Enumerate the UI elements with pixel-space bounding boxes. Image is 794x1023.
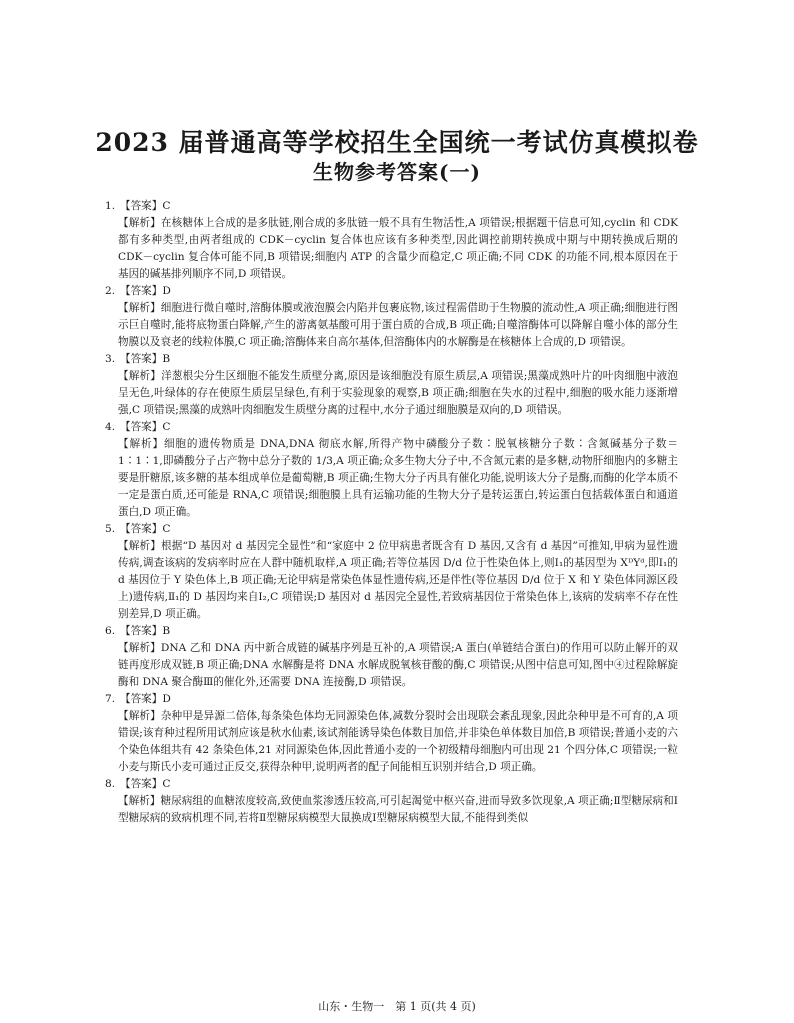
answer-head (105, 521, 678, 538)
answer-head (105, 776, 678, 793)
analysis-text: 【解析】根据“D 基因对 d 基因完全显性”和“家庭中 2 位甲病患者既含有 D 基因,又含有 d 基因”可推知,甲病为显性遗传病,调查该病的发病率时应在人群中随机取样,A 项正确;若等位基因 D/d 位于性染色体上,则Ⅰ₁的基因型为 XᴰYᵈ,即Ⅰ₁的 d 基因位于 Y 染色体上,B 项正确;无论甲病是常染色体显性遗传病,还是伴性(等位基因 D/d 位于 X 和 Y 染色体同源区段上)遗传病,Ⅱ₁的 D 基因均来自Ⅰ₂,C 项错误;D 基因对 d 基因完全显性,若致病基因位于常染色体上,该病的发病率不存在性别差异,D 项正确。 (118, 540, 678, 620)
page-footer: 山东・生物一 第 1 页(共 4 页) (318, 1000, 476, 1013)
question-number: 5. (105, 523, 116, 535)
answer-item-4 (105, 419, 678, 521)
analysis-text: 【解析】细胞的遗传物质是 DNA,DNA 彻底水解,所得产物中磷酸分子数∶脱氧核糖分子数∶含氮碱基分子数＝1∶1∶1,即磷酸分子占产物中总分子数的 1/3,A 项正确;众多生物大分子中,不含氮元素的是多糖,动物肝细胞内的多糖主要是肝糖原,该多糖的基本组成单位是葡萄糖,B 项正确;生物大分子丙具有催化功能,说明该大分子是酶,而酶的化学本质不一定是蛋白质,还可能是 RNA,C 项错误;细胞膜上具有运输功能的生物大分子是转运蛋白,转运蛋白包括载体蛋白和通道蛋白,D 项正确。 (118, 438, 678, 518)
answer-item-6 (105, 623, 678, 691)
question-number: 1. (105, 200, 116, 212)
question-number: 3. (105, 353, 116, 365)
answer-item-3 (105, 351, 678, 419)
answer-label: 【答案】B (120, 353, 171, 365)
document-title: 2023 届普通高等学校招生全国统一考试仿真模拟卷 (95, 128, 699, 157)
answer-item-5 (105, 521, 678, 623)
analysis-text: 【解析】洋葱根尖分生区细胞不能发生质壁分离,原因是该细胞没有原生质层,A 项错误;黑藻成熟叶片的叶肉细胞中液泡呈无色,叶绿体的存在使原生质层呈绿色,有利于实验现象的观察,B 项正确;细胞在失水的过程中,细胞的吸水能力逐渐增强,C 项错误;黑藻的成熟叶肉细胞发生质壁分离的过程中,水分子通过细胞膜是双向的,D 项错误。 (118, 370, 678, 416)
analysis-text: 【解析】DNA 乙和 DNA 丙中新合成链的碱基序列是互补的,A 项错误;A 蛋白(单链结合蛋白)的作用可以防止解开的双链再度形成双链,B 项正确;DNA 水解酶是将 DNA 水解成脱氧核苷酸的酶,C 项错误;从图中信息可知,图中④过程除解旋酶和 DNA 聚合酶Ⅲ的催化外,还需要 DNA 连接酶,D 项错误。 (118, 642, 678, 688)
answer-head (105, 623, 678, 640)
answer-item-7 (105, 691, 678, 776)
question-number: 2. (105, 285, 116, 297)
answer-head (105, 351, 678, 368)
analysis-text: 【解析】糖尿病组的血糖浓度较高,致使血浆渗透压较高,可引起渴觉中枢兴奋,进而导致多饮现象,A 项正确;Ⅱ型糖尿病和Ⅰ型糖尿病的致病机理不同,若将Ⅱ型糖尿病模型大鼠换成Ⅰ型糖尿病模型大鼠,不能得到类似 (118, 795, 678, 824)
answer-item-1 (105, 198, 678, 283)
answer-item-2 (105, 283, 678, 351)
analysis-text: 【解析】在核糖体上合成的是多肽链,刚合成的多肽链一般不具有生物活性,A 项错误;根据题干信息可知,cyclin 和 CDK 都有多种类型,由两者组成的 CDK－cyclin 复合体也应该有多种类型,因此调控前期转换成中期与中期转换成后期的 CDK－cyclin 复合体可能不同,B 项错误;细胞内 ATP 的含量少而稳定,C 项正确;不同 CDK 的功能不同,根本原因在于基因的碱基排列顺序不同,D 项错误。 (118, 217, 678, 280)
answer-list (105, 198, 678, 827)
answer-label: 【答案】C (120, 523, 171, 535)
question-number: 4. (105, 421, 116, 433)
analysis-text: 【解析】细胞进行微自噬时,溶酶体膜或液泡膜会内陷并包裹底物,该过程需借助于生物膜的流动性,A 项正确;细胞进行图示巨自噬时,能将底物蛋白降解,产生的游离氨基酸可用于蛋白质的合成,B 项正确;自噬溶酶体可以降解自噬小体的部分生物膜以及衰老的线粒体膜,C 项正确;溶酶体来自高尔基体,但溶酶体内的水解酶是在核糖体上合成的,D 项错误。 (118, 302, 678, 348)
answer-head (105, 419, 678, 436)
document-subtitle: 生物参考答案(一) (313, 160, 481, 184)
answer-head (105, 283, 678, 300)
question-number: 8. (105, 778, 116, 790)
answer-label: 【答案】D (120, 285, 171, 297)
answer-label: 【答案】D (120, 693, 171, 705)
question-number: 7. (105, 693, 116, 705)
answer-label: 【答案】C (120, 200, 171, 212)
answer-label: 【答案】B (120, 625, 171, 637)
answer-item-8 (105, 776, 678, 827)
answer-label: 【答案】C (120, 778, 171, 790)
answer-label: 【答案】C (120, 421, 171, 433)
analysis-text: 【解析】杂种甲是异源二倍体,每条染色体均无同源染色体,减数分裂时会出现联会紊乱现象,因此杂种甲是不可育的,A 项错误;该育种过程所用试剂应该是秋水仙素,该试剂能诱导染色体数目加倍,并非染色单体数目加倍,B 项错误;普通小麦的六个染色体组共有 42 条染色体,21 对同源染色体,因此普通小麦的一个初级精母细胞内可出现 21 个四分体,C 项错误;一粒小麦与斯氏小麦可通过正反交,获得杂种甲,说明两者的配子间能相互识别并结合,D 项正确。 (118, 710, 678, 773)
answer-head (105, 691, 678, 708)
question-number: 6. (105, 625, 116, 637)
answer-head (105, 198, 678, 215)
